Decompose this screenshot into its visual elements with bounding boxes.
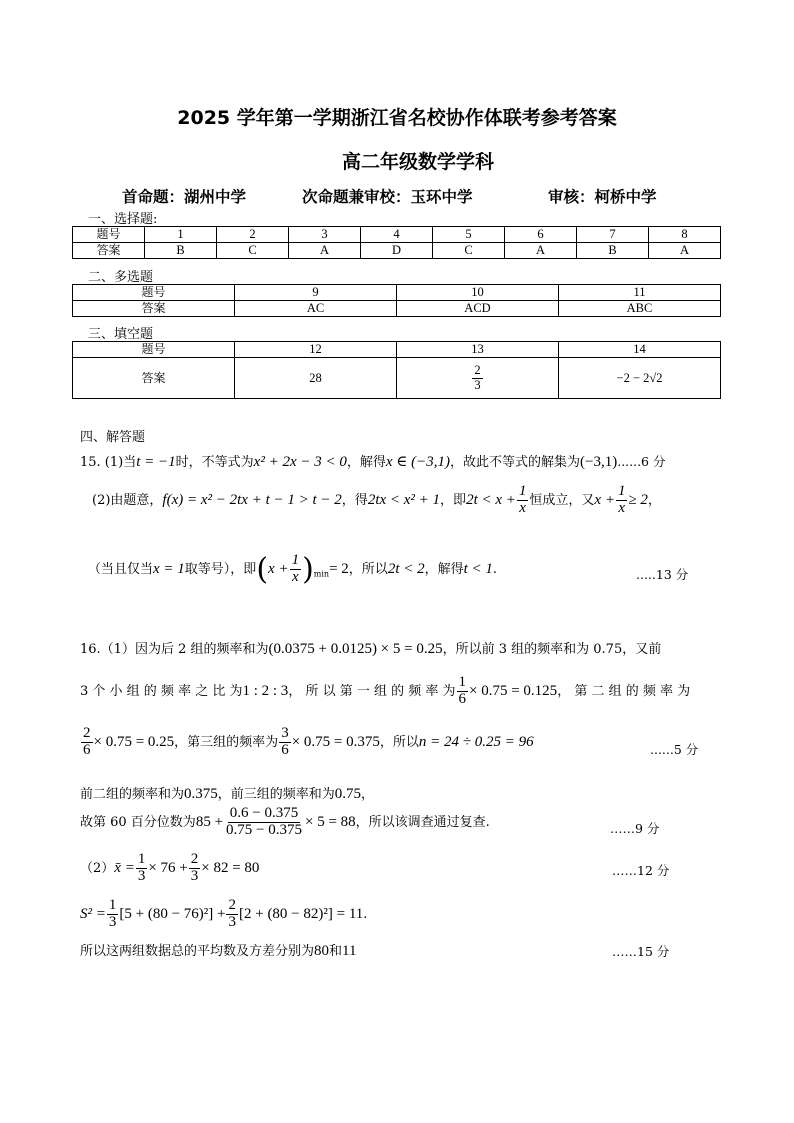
text: ，所以 xyxy=(379,734,419,750)
page-subtitle: 高二年级数学学科 xyxy=(341,151,494,173)
table-row xyxy=(73,358,721,399)
page-title: 2025 学年第一学期浙江省名校协作体联考参考答案 xyxy=(177,107,617,129)
question-number: 4 xyxy=(361,227,433,243)
math: 2t < 2 xyxy=(387,561,425,577)
numerator: 2 xyxy=(474,363,481,378)
fraction xyxy=(136,852,148,885)
text: ，故此不等式的解集为 xyxy=(450,455,581,470)
text: ，所以 xyxy=(348,562,388,577)
math: 80 xyxy=(314,943,330,959)
q16-line-7 xyxy=(80,898,367,931)
numerator: 2 xyxy=(228,897,236,913)
math: 1 : 2 : 3 xyxy=(242,682,289,699)
math: ≥ 2 xyxy=(628,491,648,508)
math: f(x) = x² − 2tx + t − 1 > t − 2 xyxy=(162,491,342,508)
table-row xyxy=(73,227,721,243)
math: S² = xyxy=(80,905,106,922)
text: ， xyxy=(361,787,375,802)
text: ，所以该调查通过复查. xyxy=(355,814,490,830)
table-row xyxy=(73,301,721,317)
numerator: 1 xyxy=(291,552,300,569)
fraction xyxy=(616,484,628,517)
row-label-answer: 答案 xyxy=(73,243,145,259)
byline-first-setter: 首命题：湖州中学 xyxy=(122,188,247,206)
math: × 76 + xyxy=(148,859,188,876)
denominator: 6 xyxy=(281,741,289,758)
answer-cell: AC xyxy=(235,301,397,317)
section-heading-fill: 三、填空题 xyxy=(88,327,154,342)
fraction xyxy=(290,553,302,586)
row-label-answer: 答案 xyxy=(73,301,235,317)
math: [5 + (80 − 76)²] + xyxy=(119,905,226,922)
q16-line-5 xyxy=(80,806,490,839)
math: x² + 2x − 3 < 0 xyxy=(253,454,347,470)
fraction xyxy=(81,726,93,759)
math: x + xyxy=(268,561,289,577)
answer-cell: A xyxy=(505,243,577,259)
math: n = 24 ÷ 0.25 = 96 xyxy=(418,733,534,750)
answer-cell: A xyxy=(289,243,361,259)
math: t = −1 xyxy=(136,454,176,470)
table-row xyxy=(73,285,721,301)
math: x̄ = xyxy=(114,859,135,876)
denominator: x xyxy=(519,499,526,516)
text: （2） xyxy=(80,860,115,876)
q15-conclusion-line xyxy=(88,552,497,587)
text: (2)由题意， xyxy=(92,492,163,508)
math: × 0.75 = 0.25 xyxy=(93,733,175,750)
section-heading-multi: 二、多选题 xyxy=(88,270,154,285)
text: 16.（1）因为后 2 组的频率和为 xyxy=(80,642,269,657)
fraction xyxy=(472,364,482,391)
math: × 0.75 = 0.375 xyxy=(291,733,380,750)
numerator: 1 xyxy=(518,483,527,499)
text: 所以这两组数据总的平均数及方差分别为 xyxy=(80,944,315,959)
question-number: 12 xyxy=(235,342,397,358)
q15-part1-line xyxy=(80,451,666,471)
fraction xyxy=(189,852,201,885)
answer-cell: C xyxy=(217,243,289,259)
q16-line-1 xyxy=(80,638,661,658)
score-note: ……15 分 xyxy=(612,944,670,959)
answer-cell xyxy=(397,358,559,399)
math: x ∈ (−3,1) xyxy=(385,454,450,470)
row-label-answer: 答案 xyxy=(73,358,235,399)
text: 取等号），即 xyxy=(184,562,257,577)
score-note: ……12 分 xyxy=(612,863,670,878)
denominator: 3 xyxy=(137,867,146,884)
text: ， 第 二 组 的 频 率 为 xyxy=(557,683,691,699)
row-label-question: 题号 xyxy=(73,227,145,243)
question-number: 9 xyxy=(235,285,397,301)
numerator: 1 xyxy=(458,674,467,690)
choice-answer-table xyxy=(72,226,721,259)
answer-cell: ACD xyxy=(397,301,559,317)
math: 0.75 xyxy=(334,786,362,802)
subscript: min xyxy=(313,569,330,579)
text: . xyxy=(363,906,368,922)
text: ，得 xyxy=(341,492,368,508)
answer-cell: 28 xyxy=(235,358,397,399)
fill-answer-table xyxy=(72,341,721,399)
denominator: 3 xyxy=(108,913,117,930)
denominator: 6 xyxy=(458,690,467,707)
numerator: 2 xyxy=(190,851,199,867)
q15-part2-line xyxy=(92,484,661,517)
denominator: 3 xyxy=(474,377,481,392)
q16-line-4 xyxy=(80,783,374,803)
question-number: 2 xyxy=(217,227,289,243)
denominator: 0.75 − 0.375 xyxy=(226,821,302,838)
fraction xyxy=(107,898,119,931)
math: 85 + xyxy=(195,813,224,830)
text: ， 所 以 第 一 组 的 频 率 为 xyxy=(288,683,456,699)
text: ，解得 xyxy=(424,562,464,577)
text: 前二组的频率和为 xyxy=(80,787,185,802)
question-number: 5 xyxy=(433,227,505,243)
text: 和 xyxy=(329,944,343,959)
score-note: ……9 分 xyxy=(610,821,660,836)
text: ，前三组的频率和为 xyxy=(217,787,335,802)
math: [2 + (80 − 82)²] = 11 xyxy=(238,905,364,922)
fraction xyxy=(224,806,304,839)
section-heading-choice: 一、选择题: xyxy=(88,212,158,227)
q16-line-3 xyxy=(80,726,534,759)
row-label-question: 题号 xyxy=(73,285,235,301)
byline-reviewer: 审核：柯桥中学 xyxy=(548,188,657,206)
question-number: 1 xyxy=(145,227,217,243)
text: 时，不等式为 xyxy=(175,455,254,470)
table-row xyxy=(73,243,721,259)
answer-cell: D xyxy=(361,243,433,259)
denominator: x xyxy=(618,499,626,516)
numerator: 2 xyxy=(83,725,91,741)
answer-cell: B xyxy=(577,243,649,259)
math: (0.0375 + 0.0125) × 5 = 0.25 xyxy=(268,641,443,657)
math: × 82 = 80 xyxy=(201,859,260,876)
answer-cell: ABC xyxy=(559,301,721,317)
text: 故第 60 百分位数为 xyxy=(80,814,196,830)
answer-cell: −2 − 2√2 xyxy=(559,358,721,399)
text: （当且仅当 xyxy=(88,562,154,577)
multi-answer-table xyxy=(72,284,721,317)
score-note: ......6 分 xyxy=(617,454,666,469)
text: ， xyxy=(647,492,661,508)
paren-open: ( xyxy=(256,552,269,587)
math: x + xyxy=(594,491,615,508)
byline-second-setter: 次命题兼审校：玉环中学 xyxy=(302,188,473,206)
fraction xyxy=(517,484,529,517)
math: 11 xyxy=(342,943,357,959)
numerator: 3 xyxy=(281,725,289,741)
math: t < 1 xyxy=(463,561,493,577)
text: 15. (1)当 xyxy=(80,455,137,470)
section-heading-solutions: 四、解答题 xyxy=(80,430,146,445)
text: 3 个 小 组 的 频 率 之 比 为 xyxy=(80,683,243,699)
question-number: 13 xyxy=(397,342,559,358)
text: . xyxy=(492,562,498,577)
numerator: 1 xyxy=(137,851,146,867)
text: ，解得 xyxy=(346,455,386,470)
numerator: 1 xyxy=(617,483,626,499)
question-number: 8 xyxy=(649,227,721,243)
math: × 0.75 = 0.125 xyxy=(469,682,558,699)
answer-cell: C xyxy=(433,243,505,259)
math: 0.375 xyxy=(184,786,218,802)
question-number: 7 xyxy=(577,227,649,243)
fraction xyxy=(226,898,238,931)
text: ，所以前 3 组的频率和为 0.75，又前 xyxy=(442,642,662,657)
denominator: 6 xyxy=(83,741,91,758)
text: ，即 xyxy=(440,492,467,508)
q16-line-2 xyxy=(80,675,690,708)
text: 恒成立，又 xyxy=(529,492,595,508)
fraction xyxy=(457,675,469,708)
denominator: 3 xyxy=(190,867,199,884)
denominator: x xyxy=(291,569,299,585)
paren-close: ) xyxy=(302,552,314,587)
question-number: 14 xyxy=(559,342,721,358)
answer-cell: B xyxy=(145,243,217,259)
math: x = 1 xyxy=(153,561,185,577)
math: 2t < x + xyxy=(466,491,516,508)
fraction xyxy=(279,726,291,759)
question-number: 11 xyxy=(559,285,721,301)
q16-line-6 xyxy=(80,852,259,885)
math: 2tx < x² + 1 xyxy=(367,491,441,508)
math: × 5 = 88 xyxy=(305,813,356,830)
math: = 2 xyxy=(329,561,349,577)
q16-line-8 xyxy=(80,940,356,960)
question-number: 6 xyxy=(505,227,577,243)
question-number: 10 xyxy=(397,285,559,301)
question-number: 3 xyxy=(289,227,361,243)
table-row xyxy=(73,342,721,358)
numerator: 1 xyxy=(108,897,117,913)
numerator: 0.6 − 0.375 xyxy=(229,805,299,821)
math: (−3,1) xyxy=(580,454,618,470)
row-label-question: 题号 xyxy=(73,342,235,358)
denominator: 3 xyxy=(228,913,236,930)
score-note: ......5 分 xyxy=(650,742,699,757)
text: ，第三组的频率为 xyxy=(174,734,279,750)
answer-cell: A xyxy=(649,243,721,259)
score-note: .....13 分 xyxy=(636,567,689,582)
